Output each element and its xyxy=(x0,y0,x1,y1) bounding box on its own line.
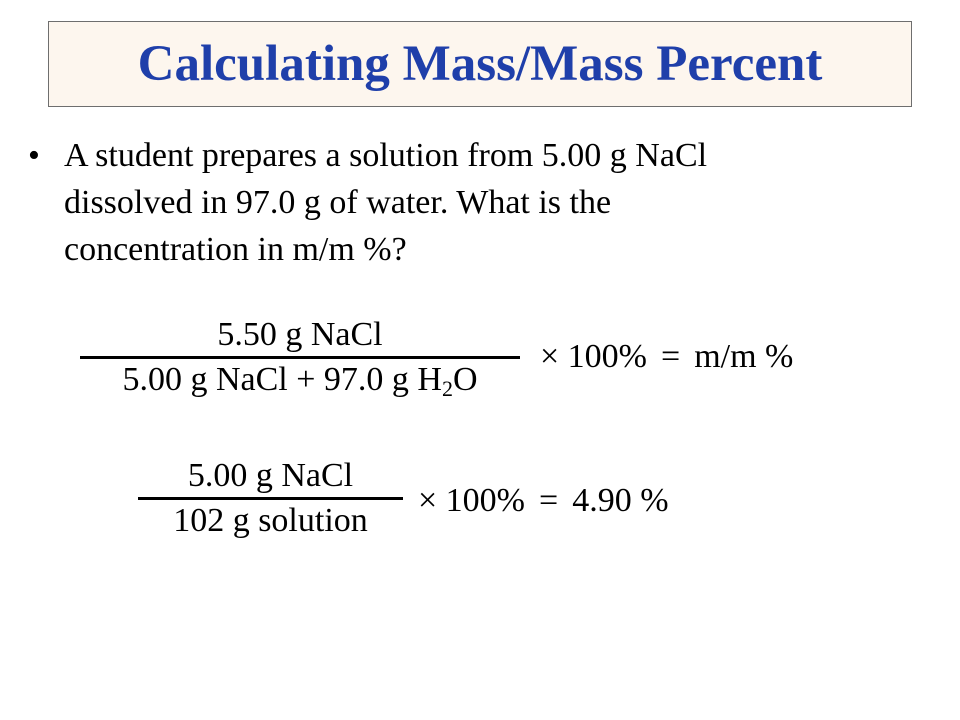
equation-2-fraction-bar xyxy=(138,497,403,500)
equation-2-result: 4.90 % xyxy=(572,482,669,519)
equation-2-rhs xyxy=(418,484,669,518)
equation-1-denominator-main: 5.00 g NaCl + 97.0 g H xyxy=(122,361,442,398)
bullet-icon: • xyxy=(28,137,40,174)
equation-2-fraction xyxy=(138,459,403,538)
question-line-2: dissolved in 97.0 g of water. What is the xyxy=(64,184,612,221)
question-line-3: concentration in m/m %? xyxy=(64,231,407,268)
equation-1-denominator xyxy=(80,361,520,401)
title-box xyxy=(48,21,912,107)
equation-2-multiplier: × 100% xyxy=(418,482,525,519)
equation-1-result: m/m % xyxy=(694,338,794,375)
equation-1-equals: = xyxy=(661,338,681,375)
equation-1-denominator-subscript: 2 xyxy=(441,376,453,401)
question-text xyxy=(64,132,707,273)
equation-2-denominator: 102 g solution xyxy=(173,502,368,539)
equation-1-fraction-bar xyxy=(80,356,520,359)
equation-2-numerator: 5.00 g NaCl xyxy=(187,457,354,494)
equation-1-multiplier: × 100% xyxy=(540,338,647,375)
equation-1-fraction xyxy=(80,316,520,401)
equation-1-numerator: 5.50 g NaCl xyxy=(217,316,383,353)
equation-1-rhs xyxy=(540,340,793,374)
equation-1-denominator-tail: O xyxy=(452,361,478,398)
question-line-1: A student prepares a solution from 5.00 g NaCl xyxy=(64,137,708,174)
equation-2-equals: = xyxy=(539,482,559,519)
slide-title: Calculating Mass/Mass Percent xyxy=(137,35,823,92)
